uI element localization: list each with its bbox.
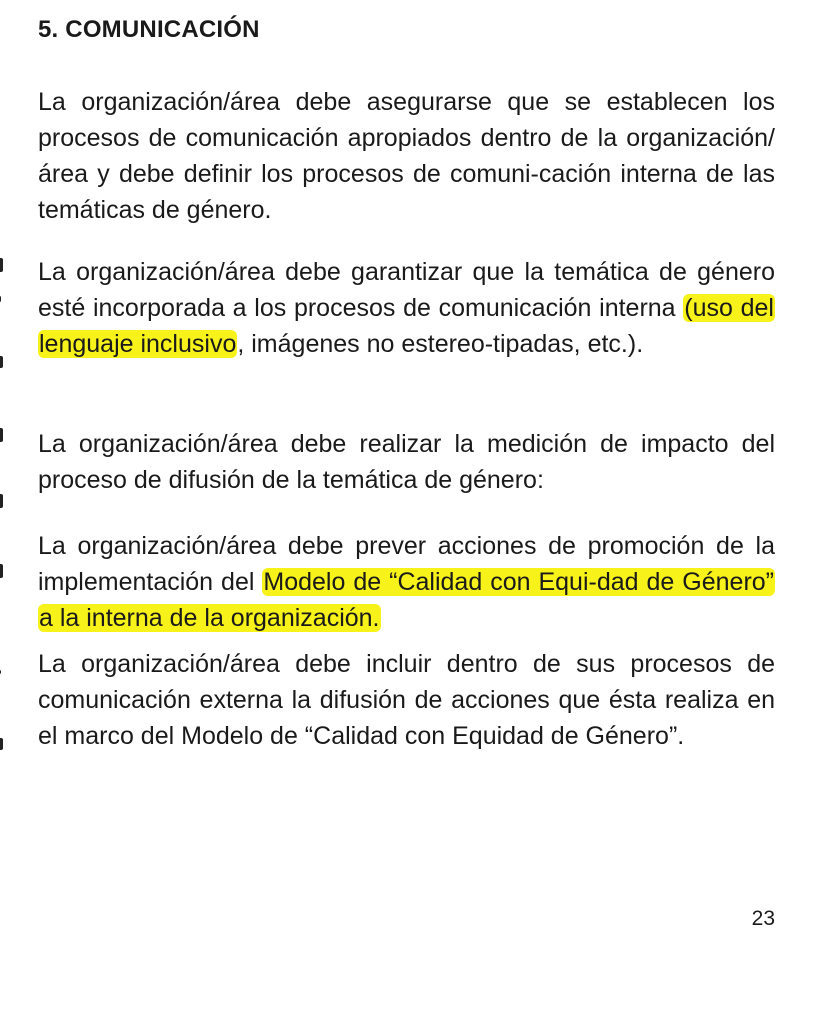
paragraph-text: La organización/área debe garantizar que la temática de género esté incorporada a los procesos de comunicación interna [38, 258, 775, 322]
paragraph-model-promotion [38, 528, 775, 636]
facing-page-bleed-mark [0, 494, 3, 508]
facing-page-bleed-mark [0, 670, 1, 674]
paragraph-text: La organización/área debe asegurarse que se establecen los procesos de comunicación apropiados dentro de la organización/área y debe definir los procesos de comuni-cación interna de las temáticas de género. [38, 88, 775, 224]
paragraph-internal-communication-processes [38, 84, 775, 228]
facing-page-bleed-mark [0, 564, 3, 578]
paragraph-text: La organización/área debe realizar la medición de impacto del proceso de difusión de la temática de género: [38, 430, 775, 494]
facing-page-bleed-mark [0, 356, 3, 368]
paragraph-impact-measurement [38, 426, 775, 498]
facing-page-bleed-mark [0, 428, 3, 442]
facing-page-bleed-mark [0, 296, 1, 302]
facing-page-bleed-mark [0, 738, 3, 750]
paragraph-text: , imágenes no estereo-tipadas, etc.). [237, 330, 644, 358]
highlighted-text: (uso del lenguaje inclusivo [39, 294, 774, 358]
facing-page-bleed-mark [0, 258, 3, 272]
paragraph-gender-in-internal-communication [38, 254, 775, 362]
page-number: 23 [751, 907, 775, 930]
highlighted-text: Modelo de “Calidad con Equi-dad de Género” a la interna de la organización. [39, 568, 774, 632]
paragraph-external-communication [38, 646, 775, 754]
paragraph-text: La organización/área debe prever acciones de promoción de la implementación del [38, 532, 775, 596]
paragraph-text: La organización/área debe incluir dentro de sus procesos de comunicación externa la difusión de acciones que ésta realiza en el marco del Modelo de “Calidad con Equidad de Género”. [38, 650, 775, 750]
section-heading: 5. COMUNICACIÓN [38, 16, 260, 43]
